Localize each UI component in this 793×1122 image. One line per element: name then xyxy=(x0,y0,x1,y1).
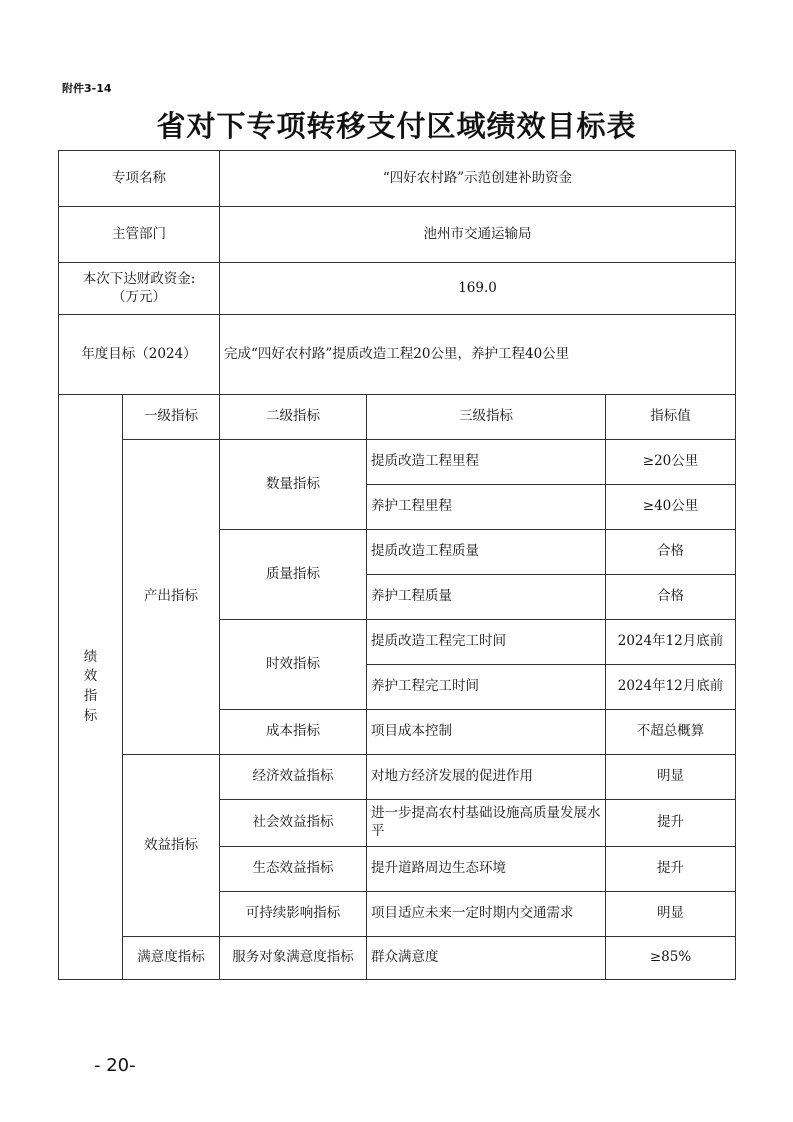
subgroup-cost: 成本指标 xyxy=(220,710,367,755)
value-cell: 合格 xyxy=(606,530,736,575)
funds-row xyxy=(59,263,736,315)
group-output: 产出指标 xyxy=(123,440,220,755)
funds-value: 169.0 xyxy=(220,263,736,315)
table-row xyxy=(59,440,736,485)
value-cell: 提升 xyxy=(606,800,736,847)
table-row xyxy=(59,937,736,980)
funds-label-line2: （万元） xyxy=(112,288,166,305)
project-name-value: “四好农村路”示范创建补助资金 xyxy=(220,151,736,207)
value-cell: 明显 xyxy=(606,755,736,800)
subgroup-timeliness: 时效指标 xyxy=(220,620,367,710)
indicator-cell: 项目适应未来一定时期内交通需求 xyxy=(367,892,606,937)
annual-target-row xyxy=(59,315,736,395)
subgroup-social: 社会效益指标 xyxy=(220,800,367,847)
attachment-label: 附件3-14 xyxy=(62,82,112,95)
col-level3: 三级指标 xyxy=(367,395,606,440)
department-label: 主管部门 xyxy=(59,207,220,263)
value-cell: ≥40公里 xyxy=(606,485,736,530)
department-row xyxy=(59,207,736,263)
subgroup-quality: 质量指标 xyxy=(220,530,367,620)
indicator-cell: 对地方经济发展的促进作用 xyxy=(367,755,606,800)
indicator-cell: 进一步提高农村基础设施高质量发展水平 xyxy=(367,800,606,847)
performance-indicator-label xyxy=(59,395,123,980)
col-level2: 二级指标 xyxy=(220,395,367,440)
department-value: 池州市交通运输局 xyxy=(220,207,736,263)
indicator-cell: 养护工程里程 xyxy=(367,485,606,530)
subgroup-sustainable: 可持续影响指标 xyxy=(220,892,367,937)
indicator-cell: 提质改造工程里程 xyxy=(367,440,606,485)
table-row xyxy=(59,755,736,800)
indicator-cell: 养护工程质量 xyxy=(367,575,606,620)
col-value: 指标值 xyxy=(606,395,736,440)
subgroup-economic: 经济效益指标 xyxy=(220,755,367,800)
column-header-row xyxy=(59,395,736,440)
funds-label xyxy=(59,263,220,315)
indicator-cell: 项目成本控制 xyxy=(367,710,606,755)
value-cell: 2024年12月底前 xyxy=(606,665,736,710)
value-cell: 不超总概算 xyxy=(606,710,736,755)
value-cell: ≥20公里 xyxy=(606,440,736,485)
project-name-row xyxy=(59,151,736,207)
col-level1: 一级指标 xyxy=(123,395,220,440)
value-cell: 2024年12月底前 xyxy=(606,620,736,665)
indicator-cell: 提质改造工程完工时间 xyxy=(367,620,606,665)
annual-target-value: 完成“四好农村路”提质改造工程20公里，养护工程40公里 xyxy=(220,315,736,395)
page-number: - 20- xyxy=(94,1055,136,1076)
performance-target-table xyxy=(58,150,736,980)
funds-label-line1: 本次下达财政资金: xyxy=(82,270,196,287)
indicator-cell: 养护工程完工时间 xyxy=(367,665,606,710)
project-name-label: 专项名称 xyxy=(59,151,220,207)
value-cell: 明显 xyxy=(606,892,736,937)
performance-indicator-text: 绩效指标 xyxy=(83,648,98,724)
annual-target-label: 年度目标（2024） xyxy=(59,315,220,395)
indicator-cell: 提质改造工程质量 xyxy=(367,530,606,575)
indicator-cell: 提升道路周边生态环境 xyxy=(367,847,606,892)
subgroup-service-satisfaction: 服务对象满意度指标 xyxy=(220,937,367,980)
subgroup-quantity: 数量指标 xyxy=(220,440,367,530)
page-title: 省对下专项转移支付区域绩效目标表 xyxy=(156,109,637,143)
group-benefit: 效益指标 xyxy=(123,755,220,937)
group-satisfaction: 满意度指标 xyxy=(123,937,220,980)
indicator-cell: 群众满意度 xyxy=(367,937,606,980)
subgroup-ecological: 生态效益指标 xyxy=(220,847,367,892)
value-cell: ≥85% xyxy=(606,937,736,980)
value-cell: 提升 xyxy=(606,847,736,892)
value-cell: 合格 xyxy=(606,575,736,620)
